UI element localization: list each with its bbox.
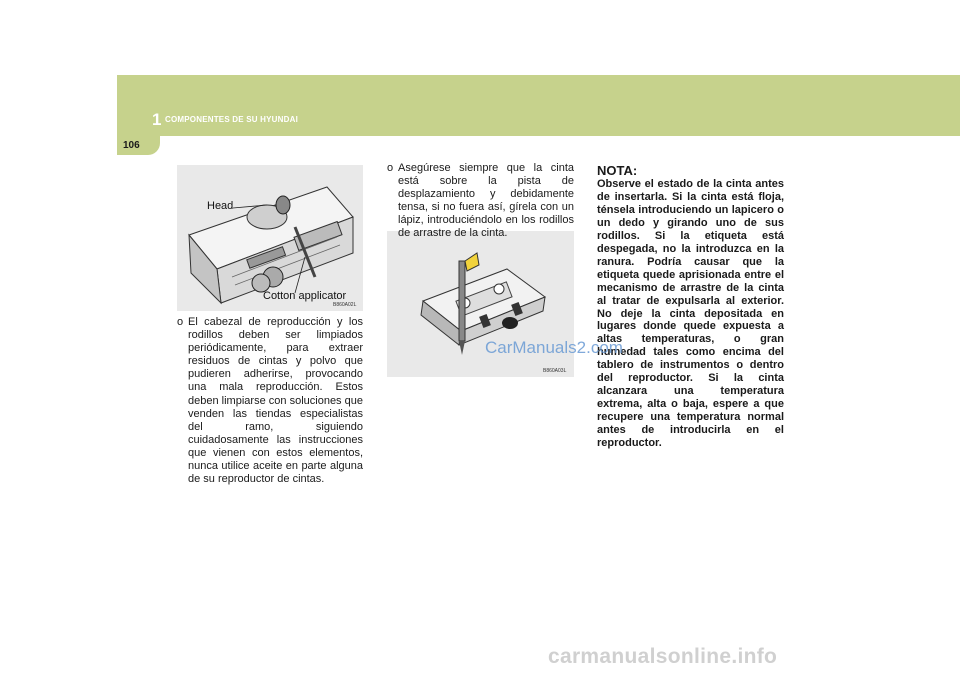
note-title: NOTA:: [597, 163, 638, 178]
paragraph-tape-tension: Asegúrese siempre que la cinta está sobre la pista de desplazamiento y debidamente tensa, si no fuera así, gírela con un lápiz, introduciéndolo en los rodillos de arrastre de la cinta.: [398, 162, 574, 240]
watermark-footer: carmanualsonline.info: [548, 645, 778, 668]
watermark-overlay: CarManuals2.com: [485, 338, 623, 357]
note-text: Observe el estado de la cinta antes de insertarla. Si la cinta está floja, ténsela introduciendo un lapicero o un dedo y girando uno de sus rodillos. Si la etiqueta está despegada, no la introduzca en la ranura. Podría causar que la etiqueta quede aprisionada entre el mecanismo de arrastre de la cinta al tratar de expulsarla al exterior. No deje la cinta depositada en lugares donde quede expuesta a altas temperaturas, o gran humedad tales como encima del tablero de instrumentos o dentro del reproductor. Si la cinta alcanzara una temperatura extrema, alta o baja, espere a que recupere una temperatura normal antes de introducirla en el reproductor.: [597, 178, 784, 450]
page-number: 106: [123, 140, 140, 151]
bullet-marker: o: [387, 162, 394, 174]
chapter-title: COMPONENTES DE SU HYUNDAI: [165, 115, 299, 124]
figure-code: B860A02L: [333, 302, 357, 308]
chapter-number: 1: [152, 110, 162, 129]
bullet-marker: o: [177, 316, 184, 328]
label-head: Head: [207, 200, 234, 212]
paragraph-head-cleaning: El cabezal de reproducción y los rodillos deben ser limpiados periódicamente, para extraer residuos de cintas y polvo que pudieren adherirse, provocando una mala reproducción. Estos deben limpiarse con soluciones que venden las tiendas especialistas del ramo, siguiendo cuidadosamente las instrucciones que vienen con estos elementos, nunca utilice aceite en parte alguna de su reproductor de cintas.: [188, 316, 363, 486]
label-cotton-applicator: Cotton applicator: [263, 290, 347, 302]
chapter-header-band: [117, 75, 960, 136]
figure-head-cleaning: [177, 165, 363, 311]
figure-code: B860A03L: [543, 368, 567, 374]
